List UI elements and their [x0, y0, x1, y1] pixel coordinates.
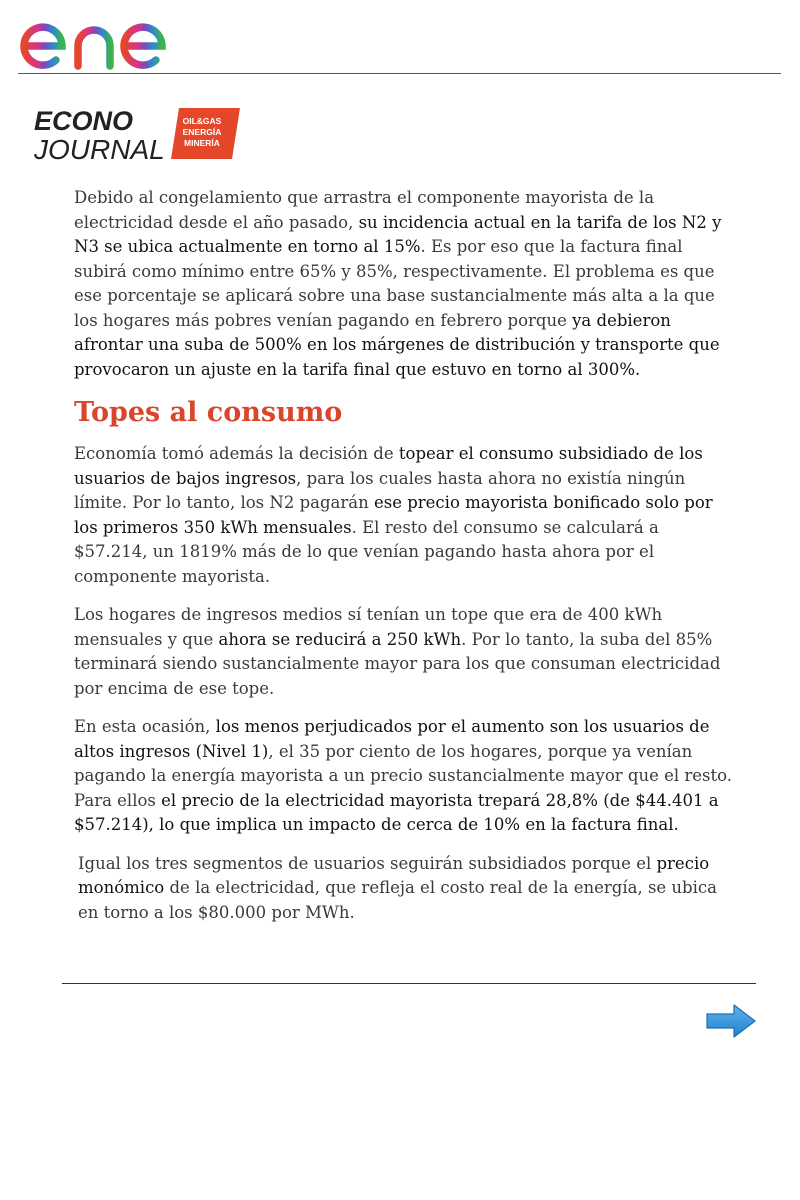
paragraph-3: Los hogares de ingresos medios sí tenían un tope que era de 400 kWh mensuales y que ahora se reducirá a 250 kWh. Por lo tanto, la suba del 85% terminará siendo sustancialmente mayor para los que consuman electricidad por encima de ese tope.: [74, 605, 721, 698]
footer-divider: [62, 983, 756, 984]
next-page-button[interactable]: [704, 1002, 758, 1040]
paragraph-4: En esta ocasión, los menos perjudicados por el aumento son los usuarios de altos ingresos (Nivel 1), el 35 por ciento de los hogares, porque ya venían pagando la energía mayorista a un precio sustancialmente mayor que el resto. Para ellos el precio de la electricidad mayorista trepará 28,8% (de $44.401 a $57.214), lo que implica un impacto de cerca de 10% en la factura final.: [74, 717, 733, 834]
header-divider: [18, 73, 781, 74]
paragraph-1: Debido al congelamiento que arrastra el componente mayorista de la electricidad desde el año pasado, su incidencia actual en la tarifa de los N2 y N3 se ubica actualmente en torno al 15%. Es por eso que la factura final subirá como mínimo entre 65% y 85%, respectivamente. El problema es que ese porcentaje se aplicará sobre una base sustancialmente más alta a la que los hogares más pobres venían pagando en febrero porque ya debieron afrontar una suba de 500% en los márgenes de distribución y transporte que provocaron un ajuste en la tarifa final que estuvo en torno al 300%.: [74, 188, 722, 379]
logo-journal-text: JOURNAL: [34, 134, 165, 162]
paragraph-5: Igual los tres segmentos de usuarios seguirán subsidiados porque el precio monómico de la electricidad, que refleja el costo real de la energía, se ubica en torno a los $80.000 por MWh.: [78, 853, 717, 922]
section-heading: Topes al consumo: [74, 397, 343, 428]
arrow-right-icon: [704, 1002, 758, 1040]
enel-logo: [18, 4, 198, 72]
article-body: [74, 186, 734, 939]
logo-econo-text: ECONO: [34, 106, 134, 136]
paragraph-2: Economía tomó además la decisión de topear el consumo subsidiado de los usuarios de bajos ingresos, para los cuales hasta ahora no existía ningún límite. Por lo tanto, los N2 pagarán ese precio mayorista bonificado solo por los primeros 350 kWh mensuales. El resto del consumo se calculará a $57.214, un 1819% más de lo que venían pagando hasta ahora por el componente mayorista.: [74, 444, 713, 586]
econojournal-logo: [34, 104, 254, 162]
badge-mineria: MINERÍA: [184, 138, 220, 148]
badge-energia: ENERGÍA: [182, 127, 222, 137]
badge-oilgas: OIL&GAS: [182, 116, 222, 126]
